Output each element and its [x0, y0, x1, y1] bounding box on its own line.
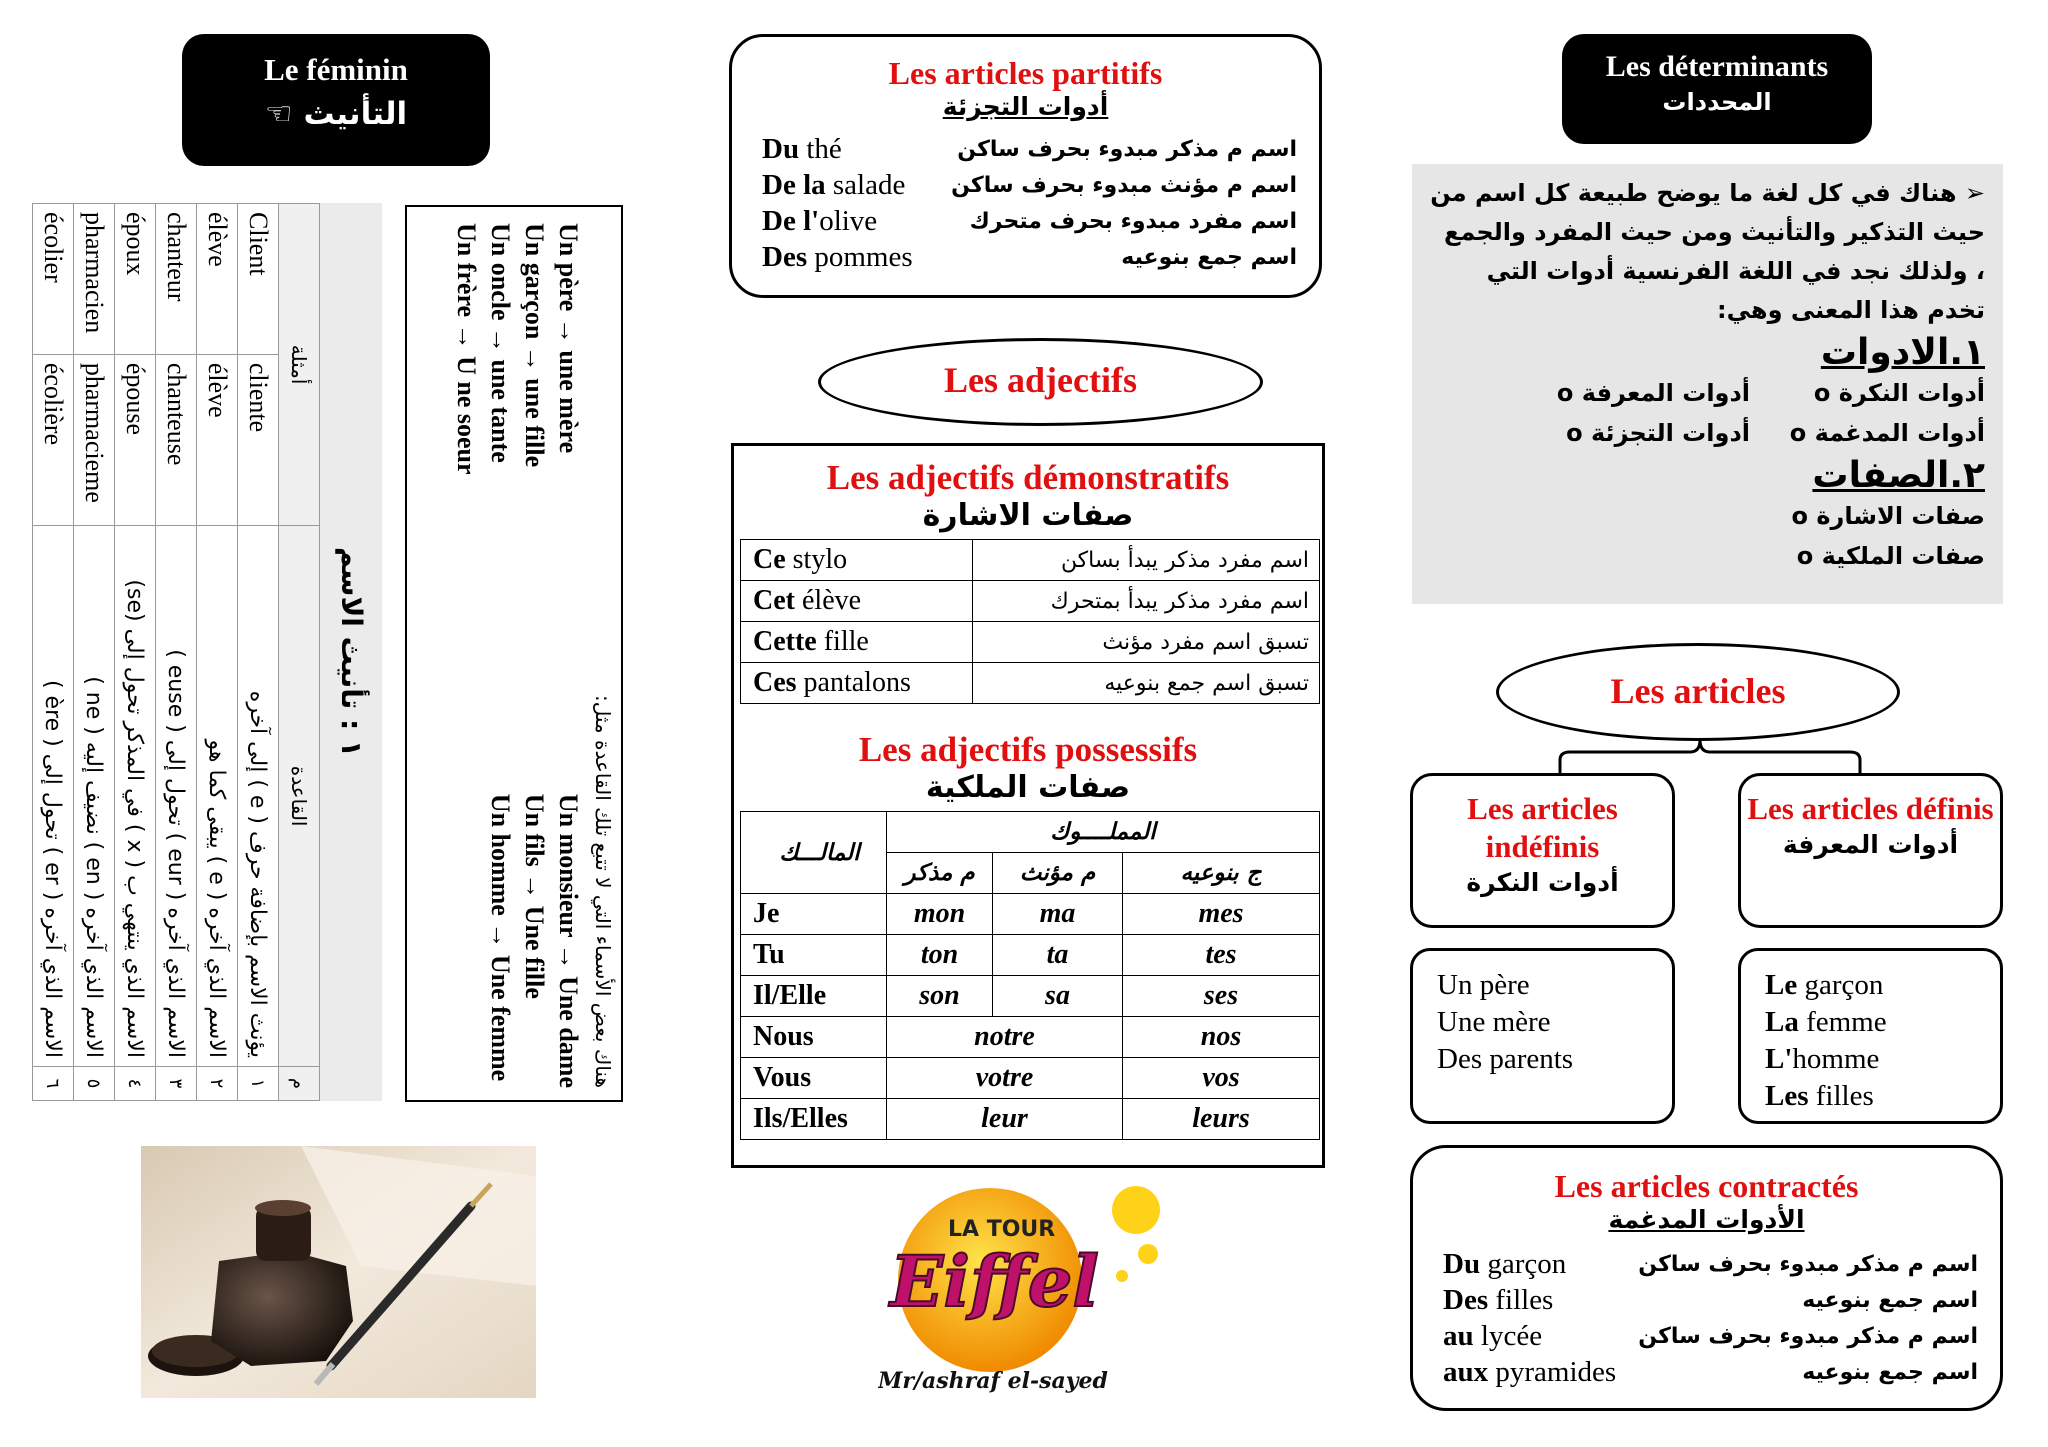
list-item: Une mère — [1437, 1006, 1551, 1038]
pointing-hand-icon: ☜ — [264, 96, 293, 132]
contractes-title: Les articles contractés — [1554, 1168, 1859, 1204]
table-row: Je mon ma mes — [741, 894, 1320, 935]
bullet-icon: o — [1813, 379, 1831, 407]
poss-subtitle: صفات الملكية — [925, 770, 1131, 805]
table-row: Ces pantalons تسبق اسم جمع بنوعيه — [741, 663, 1320, 704]
list-item: صفات الاشارة o — [1791, 502, 1985, 530]
owned-header: المملــــوك — [887, 812, 1320, 853]
feminin-title-fr: Le féminin — [264, 52, 408, 87]
section-adjectifs-heading: ٢.الصفات — [1812, 455, 1985, 496]
bullet-icon: o — [1796, 542, 1814, 570]
adjectifs-box — [731, 443, 1325, 1168]
svg-text:LA TOUR: LA TOUR — [948, 1217, 1056, 1242]
demo-subtitle: صفات الاشارة — [922, 498, 1134, 533]
indefinis-title: Les articles indéfinis — [1467, 791, 1618, 864]
exceptions-left-col: Un père → une mère Un garçon → une fille Un oncle → une tante Un frère → U ne soeur — [452, 223, 583, 475]
feminin-title-box — [182, 34, 490, 166]
list-item: Des parents — [1437, 1043, 1574, 1075]
list-item: Du thé اسم م مذكر مبدوء بحرف ساكن — [762, 132, 1297, 165]
tour-eiffel-logo — [878, 1176, 1168, 1404]
partitifs-title: Les articles partitifs — [888, 55, 1163, 91]
masc-header: م مذكر — [887, 853, 993, 894]
svg-text:Mr/ashraf el-sayed: Mr/ashraf el-sayed — [878, 1368, 1108, 1394]
determinants-intro: ➢ هناك في كل لغة ما يوضح طبيعة كل اسم من حيث التذكير والتأنيث ومن حيث المفرد والجمع ، ولذلك نجد في اللغة الفرنسية أدوات التي تخدم هذا المعنى وهي: — [1430, 179, 1985, 324]
list-item: Le garçon — [1765, 969, 1884, 1001]
table-row: écolier écolière الاسم الذي آخره ( er ) تحول إلى ( ère ) ٦ — [33, 204, 74, 1101]
articles-definis-box — [1738, 773, 2003, 928]
definis-title: Les articles définis — [1747, 791, 1994, 826]
owner-header: المالـــك — [741, 812, 887, 894]
list-item: Un père — [1437, 969, 1530, 1001]
section-outils-heading: ١.الادوات — [1820, 332, 1985, 373]
list-item: L'homme — [1765, 1043, 1880, 1075]
table-row: Tu ton ta tes — [741, 935, 1320, 976]
contractes-subtitle: الأدوات المدغمة — [1608, 1205, 1805, 1234]
plural-header: ج بنوعيه — [1123, 853, 1320, 894]
list-item: Des filles اسم جمع بنوعيه — [1443, 1283, 1978, 1316]
table-row: élève élève الاسم الذي آخره ( e ) يبقى كما هو ٢ — [197, 204, 238, 1101]
list-item: أدوات المدغمة o أدوات التجزئة o — [1566, 419, 1985, 447]
list-item: aux pyramides اسم جمع بنوعيه — [1443, 1355, 1978, 1388]
bullet-icon: o — [1556, 379, 1574, 407]
table-row: Cette fille تسبق اسم مفرد مؤنث — [741, 622, 1320, 663]
table-row: Cet élève اسم مفرد مذكر يبدأ بمتحرك — [741, 581, 1320, 622]
table-row: Client cliente يؤنث الاسم بإضافة حرف ( e ) إلى آخره ١ — [238, 204, 279, 1101]
partitifs-box — [729, 34, 1322, 298]
indefinis-examples — [1410, 948, 1675, 1124]
list-item: Des pommes اسم جمع بنوعيه — [762, 240, 1297, 273]
determinants-title-ar: المحددات — [1662, 88, 1772, 116]
adjectifs-title: Les adjectifs — [944, 360, 1137, 400]
bullet-icon: o — [1566, 419, 1583, 447]
feminin-rules-heading: ١ : تأنيث الاسم — [335, 546, 368, 758]
exceptions-right-col: Un monsieur → Une dame Un fils → Une fille Un homme → Une femme — [486, 793, 583, 1088]
feminin-rules-panel — [32, 203, 382, 1101]
table-row: Il/Elle son sa ses — [741, 976, 1320, 1017]
tree-connector — [1530, 740, 1890, 776]
fem-header: م مؤنث — [993, 853, 1123, 894]
demo-table — [740, 539, 1320, 704]
articles-contractes-box — [1410, 1145, 2003, 1411]
exceptions-intro: هناك بعض الأسماء التي لا تتبع تلك القاعدة مثل: — [591, 694, 615, 1088]
col-num: م — [279, 1067, 320, 1101]
contractes-list — [1443, 1246, 1978, 1390]
col-rule: القاعدة — [279, 526, 320, 1067]
poss-title: Les adjectifs possessifs — [858, 730, 1198, 769]
indefinis-ar: أدوات النكرة — [1466, 868, 1619, 897]
articles-indefinis-box — [1410, 773, 1675, 928]
definis-ar: أدوات المعرفة — [1782, 830, 1959, 859]
bullet-icon: o — [1791, 502, 1808, 530]
svg-text:Eiffel: Eiffel — [890, 1240, 1099, 1323]
list-item: أدوات النكرة o أدوات المعرفة o — [1556, 379, 1985, 407]
table-row: époux épouse الاسم الذي ينتهي ب ( x ) في المذكر تحول إلى (se) ٤ — [115, 204, 156, 1101]
ink-pen-photo — [141, 1146, 536, 1398]
articles-ellipse — [1496, 643, 1900, 741]
list-item: صفات الملكية o — [1796, 542, 1985, 570]
bullet-icon: o — [1789, 419, 1807, 447]
table-row: pharmacien pharmacieme الاسم الذي آخره ( en ) نضيف إليه ( ne ) ٥ — [74, 204, 115, 1101]
table-row: Ce stylo اسم مفرد مذكر يبدأ بساكن — [741, 540, 1320, 581]
definis-examples — [1738, 948, 2003, 1124]
partitifs-list — [762, 131, 1297, 275]
determinants-title-fr: Les déterminants — [1605, 50, 1829, 83]
table-row: Vous votre vos — [741, 1058, 1320, 1099]
feminin-exceptions-box — [405, 205, 623, 1102]
adjectifs-ellipse — [818, 338, 1263, 426]
list-item: De la salade اسم م مؤنث مبدوء بحرف ساكن — [762, 168, 1297, 201]
poss-table — [740, 811, 1320, 1140]
partitifs-subtitle: أدوات التجزئة — [942, 92, 1109, 121]
list-item: La femme — [1765, 1006, 1887, 1038]
demo-title: Les adjectifs démonstratifs — [826, 458, 1230, 497]
list-item: Les filles — [1765, 1080, 1874, 1112]
articles-title: Les articles — [1610, 671, 1786, 711]
table-row: Nous notre nos — [741, 1017, 1320, 1058]
feminin-title-ar: التأنيث ☜ — [264, 96, 408, 132]
determinants-panel — [1412, 164, 2003, 604]
determinants-title-box — [1562, 34, 1872, 144]
col-examples: أمثلة — [279, 204, 320, 526]
feminin-rules-table — [32, 203, 320, 1101]
list-item: Du garçon اسم م مذكر مبدوء بحرف ساكن — [1443, 1247, 1978, 1280]
table-row: chanteur chanteuse الاسم الذي آخره ( eur ) تحول إلى ( euse ) ٣ — [156, 204, 197, 1101]
list-item: De l'olive اسم مفرد مبدوء بحرف متحرك — [762, 204, 1297, 237]
list-item: au lycée اسم م مذكر مبدوء بحرف ساكن — [1443, 1319, 1978, 1352]
table-row: Ils/Elles leur leurs — [741, 1099, 1320, 1140]
